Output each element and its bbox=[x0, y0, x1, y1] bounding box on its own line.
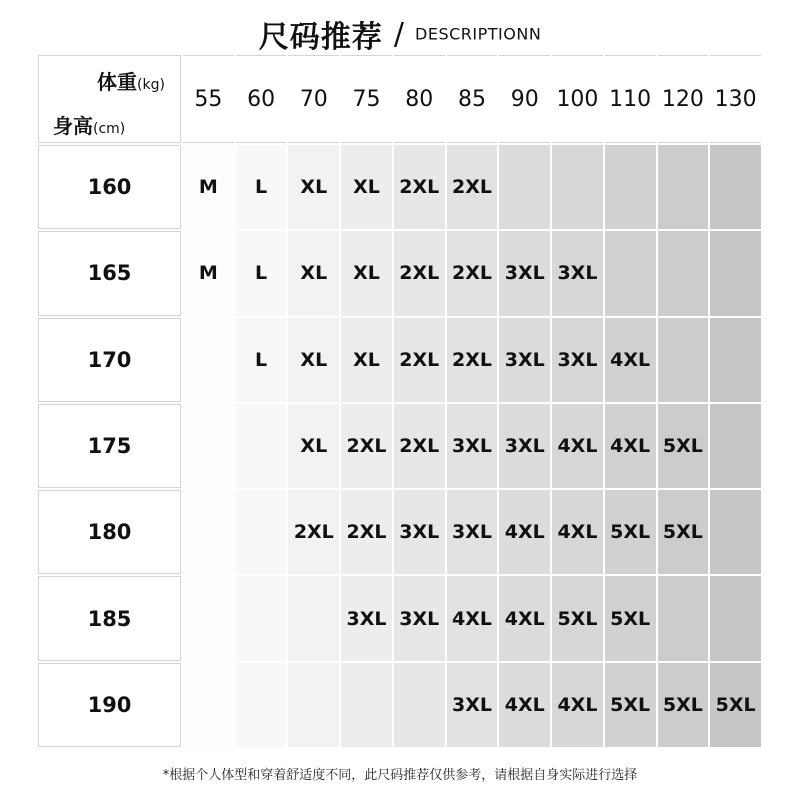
size-cell bbox=[710, 404, 761, 488]
size-cell: 4XL bbox=[605, 404, 656, 488]
footnote: *根据个人体型和穿着舒适度不同，此尺码推荐仅供参考，请根据自身实际进行选择 bbox=[162, 768, 638, 783]
size-cell: L bbox=[236, 318, 287, 402]
height-header-cell: 185 bbox=[38, 576, 181, 660]
weight-header-cell: 85 bbox=[447, 55, 498, 143]
size-cell bbox=[394, 663, 445, 747]
size-cell: 4XL bbox=[552, 663, 603, 747]
size-cell: 4XL bbox=[605, 318, 656, 402]
size-cell bbox=[658, 231, 709, 315]
title-en: DESCRIPTIONN bbox=[415, 24, 542, 44]
size-cell: 3XL bbox=[552, 318, 603, 402]
size-cell bbox=[710, 145, 761, 229]
size-cell: 5XL bbox=[658, 663, 709, 747]
size-cell bbox=[236, 576, 287, 660]
weight-header-cell: 55 bbox=[183, 55, 234, 143]
size-cell: 2XL bbox=[447, 318, 498, 402]
size-cell: 3XL bbox=[447, 490, 498, 574]
size-cell: 4XL bbox=[552, 490, 603, 574]
weight-header-cell: 90 bbox=[499, 55, 550, 143]
size-cell bbox=[183, 576, 234, 660]
size-cell: 5XL bbox=[710, 663, 761, 747]
size-cell: 3XL bbox=[552, 231, 603, 315]
height-axis-label: 身高(cm) bbox=[53, 114, 126, 138]
size-cell bbox=[710, 231, 761, 315]
height-header-cell: 160 bbox=[38, 145, 181, 229]
size-cell bbox=[605, 231, 656, 315]
weight-axis-label: 体重(kg) bbox=[97, 70, 165, 94]
size-cell: 2XL bbox=[341, 490, 392, 574]
size-cell: 4XL bbox=[447, 576, 498, 660]
size-cell bbox=[341, 663, 392, 747]
size-cell bbox=[658, 145, 709, 229]
size-cell: 3XL bbox=[499, 231, 550, 315]
size-cell: 2XL bbox=[447, 145, 498, 229]
size-cell bbox=[183, 490, 234, 574]
weight-header-cell: 60 bbox=[236, 55, 287, 143]
height-header-cell: 165 bbox=[38, 231, 181, 315]
size-cell bbox=[710, 576, 761, 660]
size-cell: XL bbox=[341, 318, 392, 402]
size-cell: 4XL bbox=[552, 404, 603, 488]
size-cell: M bbox=[183, 231, 234, 315]
size-cell bbox=[183, 663, 234, 747]
size-cell: 2XL bbox=[288, 490, 339, 574]
size-cell: M bbox=[183, 145, 234, 229]
weight-header-cell: 70 bbox=[288, 55, 339, 143]
size-cell: 3XL bbox=[447, 663, 498, 747]
size-cell: 3XL bbox=[499, 318, 550, 402]
size-cell: 2XL bbox=[394, 404, 445, 488]
weight-header-cell: 110 bbox=[605, 55, 656, 143]
size-cell: 2XL bbox=[394, 145, 445, 229]
size-cell bbox=[658, 576, 709, 660]
size-cell bbox=[183, 318, 234, 402]
size-cell: 5XL bbox=[605, 490, 656, 574]
size-cell: L bbox=[236, 231, 287, 315]
size-cell: 5XL bbox=[605, 663, 656, 747]
size-cell: 3XL bbox=[341, 576, 392, 660]
height-header-cell: 180 bbox=[38, 490, 181, 574]
size-cell bbox=[288, 576, 339, 660]
title-zh: 尺码推荐 bbox=[258, 20, 383, 55]
size-cell: 5XL bbox=[552, 576, 603, 660]
size-cell: 5XL bbox=[658, 404, 709, 488]
height-header-cell: 190 bbox=[38, 663, 181, 747]
weight-header-cell: 120 bbox=[658, 55, 709, 143]
size-cell: 5XL bbox=[658, 490, 709, 574]
table-corner-header bbox=[38, 55, 181, 143]
height-header-cell: 175 bbox=[38, 404, 181, 488]
size-cell: 2XL bbox=[394, 318, 445, 402]
size-cell: 4XL bbox=[499, 576, 550, 660]
size-chart-table bbox=[38, 55, 761, 747]
size-cell bbox=[236, 663, 287, 747]
size-cell: 4XL bbox=[499, 490, 550, 574]
page-title bbox=[0, 12, 800, 56]
weight-header-cell: 100 bbox=[552, 55, 603, 143]
size-cell: 4XL bbox=[499, 663, 550, 747]
weight-header-cell: 80 bbox=[394, 55, 445, 143]
size-cell bbox=[658, 318, 709, 402]
size-cell: 3XL bbox=[394, 576, 445, 660]
size-cell bbox=[236, 490, 287, 574]
size-cell bbox=[552, 145, 603, 229]
size-cell bbox=[605, 145, 656, 229]
weight-header-cell: 130 bbox=[710, 55, 761, 143]
size-cell: 3XL bbox=[499, 404, 550, 488]
size-cell: L bbox=[236, 145, 287, 229]
size-cell bbox=[499, 145, 550, 229]
size-cell bbox=[236, 404, 287, 488]
size-cell: 3XL bbox=[394, 490, 445, 574]
size-cell bbox=[710, 318, 761, 402]
size-cell bbox=[288, 663, 339, 747]
size-cell: 2XL bbox=[341, 404, 392, 488]
size-cell bbox=[710, 490, 761, 574]
size-cell: XL bbox=[288, 318, 339, 402]
weight-header-cell: 75 bbox=[341, 55, 392, 143]
size-cell: XL bbox=[341, 231, 392, 315]
size-cell: XL bbox=[288, 231, 339, 315]
size-cell: XL bbox=[341, 145, 392, 229]
size-cell: 2XL bbox=[447, 231, 498, 315]
size-cell bbox=[183, 404, 234, 488]
size-cell: 2XL bbox=[394, 231, 445, 315]
size-cell: XL bbox=[288, 404, 339, 488]
size-cell: XL bbox=[288, 145, 339, 229]
size-cell: 5XL bbox=[605, 576, 656, 660]
title-slash: / bbox=[393, 16, 404, 52]
size-cell: 3XL bbox=[447, 404, 498, 488]
height-header-cell: 170 bbox=[38, 318, 181, 402]
